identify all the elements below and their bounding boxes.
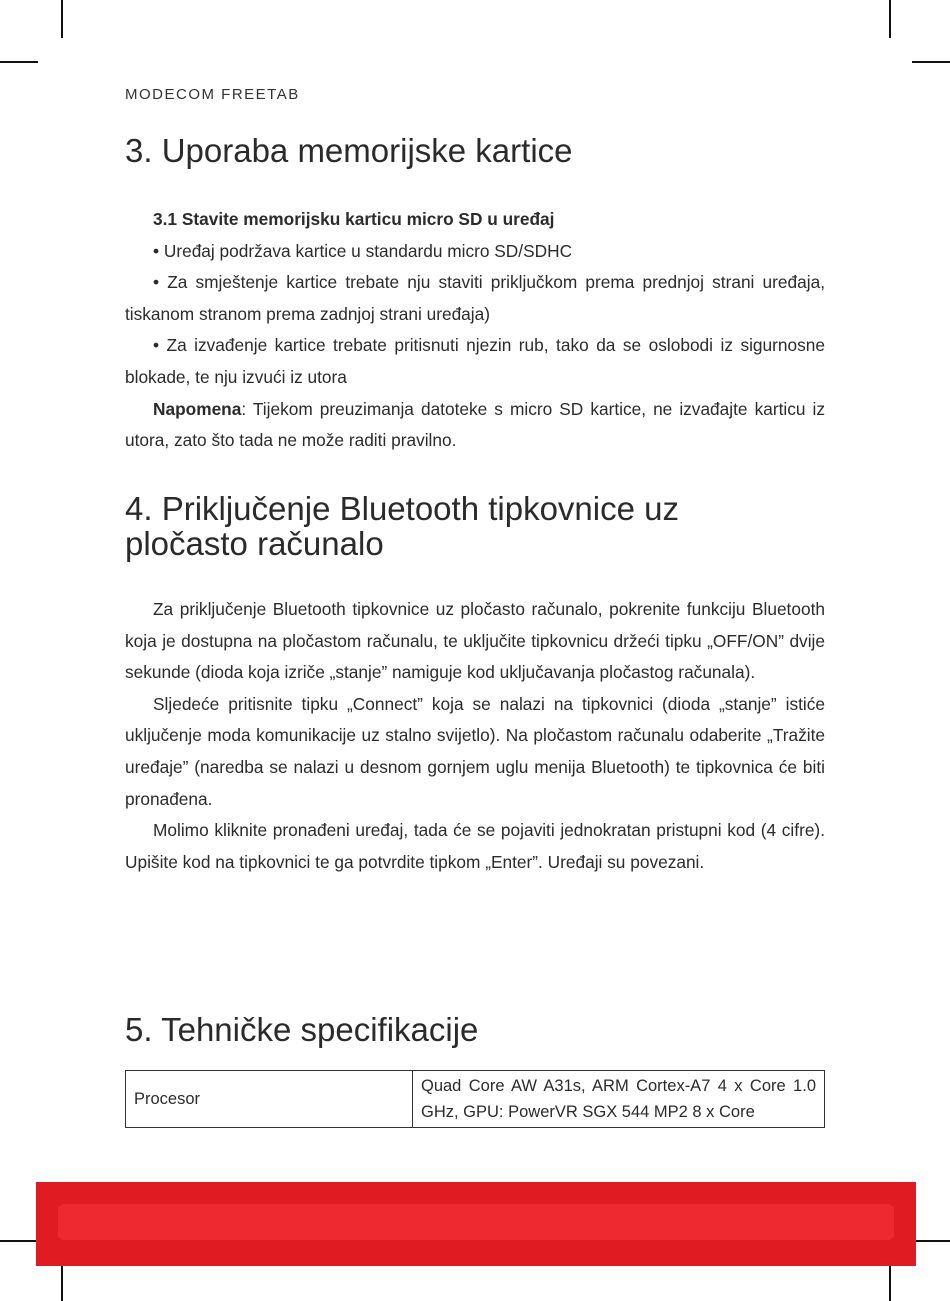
paragraph: Molimo kliknite pronađeni uređaj, tada će se pojaviti jednokratan pristupni kod (4 cifre). Upišite kod na tipkovnici te ga potvrdite tipkom „Enter”. Uređaji su povezani. bbox=[125, 820, 825, 872]
table-row bbox=[126, 1071, 825, 1128]
document-page bbox=[125, 86, 827, 1121]
section-3-body bbox=[125, 204, 825, 457]
spec-value: Quad Core AW A31s, ARM Cortex-A7 4 x Core 1.0 GHz, GPU: PowerVR SGX 544 MP2 8 x Core bbox=[413, 1071, 825, 1128]
bullet-item: • Uređaj podržava kartice u standardu micro SD/SDHC bbox=[153, 240, 573, 261]
crop-mark bbox=[889, 1263, 891, 1301]
paragraph: Za priključenje Bluetooth tipkovnice uz pločasto računalo, pokrenite funkciju Bluetooth koja je dostupna na pločastom računalu, te uključite tipkovnicu držeći tipku „OFF/ON” dvije sekunde (dioda koja izriče „stanje” namiguje kod uključavanja pločastog računala). bbox=[125, 599, 825, 683]
note-text: : Tijekom preuzimanja datoteke s micro SD kartice, ne izvađajte karticu iz utora, zato što tada ne može raditi pravilno. bbox=[125, 398, 825, 451]
crop-mark bbox=[912, 61, 950, 63]
section-3-subheading: 3.1 Stavite memorijsku karticu micro SD u uređaj bbox=[153, 209, 555, 229]
crop-mark bbox=[0, 61, 38, 63]
section-3-title: 3. Uporaba memorijske kartice bbox=[125, 132, 573, 169]
note-paragraph bbox=[125, 394, 825, 457]
paragraph: Sljedeće pritisnite tipku „Connect” koja se nalazi na tipkovnici (dioda „stanje” istiće uključenje moda komunikacije uz stalno svijetlo). Na pločastom računalu odaberite „Tražite uređaje” (naredba se nalazi u desnom gornjem uglu menija Bluetooth) te tipkovnica će biti pronađena. bbox=[125, 693, 825, 809]
section-5-title: 5. Tehničke specifikacije bbox=[125, 1011, 479, 1048]
spec-label: Procesor bbox=[126, 1071, 413, 1128]
crop-mark bbox=[0, 1240, 38, 1242]
crop-mark bbox=[889, 0, 891, 38]
bullet-item: • Za smještenje kartice trebate nju staviti priključkom prema prednjoj strani uređaja, tiskanom stranom prema zadnjoj strani uređaja) bbox=[125, 272, 825, 324]
spec-table bbox=[125, 1070, 825, 1128]
note-label: Napomena bbox=[153, 398, 242, 419]
section-4-title: 4. Priključenje Bluetooth tipkovnice uz pločasto računalo bbox=[125, 490, 679, 562]
crop-mark bbox=[61, 0, 63, 38]
crop-mark bbox=[61, 1263, 63, 1301]
footer-band-inner bbox=[58, 1204, 894, 1240]
crop-mark bbox=[912, 1240, 950, 1242]
bullet-item: • Za izvađenje kartice trebate pritisnuti njezin rub, tako da se oslobodi iz sigurnosne blokade, te nju izvući iz utora bbox=[125, 335, 825, 387]
section-4-body bbox=[125, 594, 825, 878]
footer-band bbox=[36, 1182, 916, 1266]
running-header: MODECOM FREETAB bbox=[125, 86, 300, 103]
